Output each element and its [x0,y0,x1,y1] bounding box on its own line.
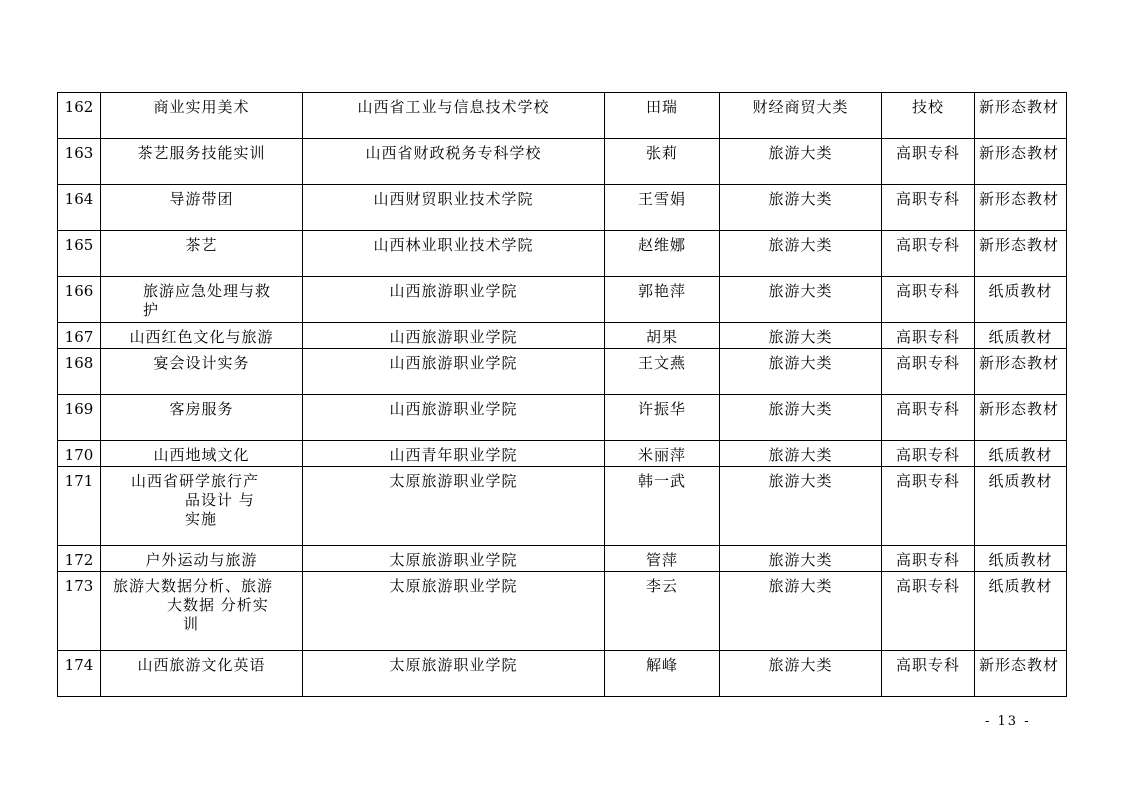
major-category: 旅游大类 [720,231,882,277]
education-level: 高职专科 [882,349,975,395]
textbook-type: 纸质教材 [975,441,1067,467]
textbook-name [101,395,303,441]
textbook-name-line: 导游带团 [169,190,234,208]
author-name: 赵维娜 [605,231,720,277]
school-name: 山西旅游职业学院 [303,277,605,323]
textbook-name-line: 实施 [185,510,218,528]
major-category: 旅游大类 [720,572,882,651]
author-name: 王文燕 [605,349,720,395]
author-name: 田瑞 [605,93,720,139]
row-number: 163 [58,139,101,185]
table-row [58,277,1067,323]
row-number: 173 [58,572,101,651]
textbook-name-line: 大数据 分析实 [167,596,269,614]
textbook-type: 纸质教材 [975,323,1067,349]
school-name: 太原旅游职业学院 [303,651,605,697]
textbook-name [101,93,303,139]
table-row [58,651,1067,697]
textbook-name [101,467,303,546]
row-number: 170 [58,441,101,467]
school-name: 山西财贸职业技术学院 [303,185,605,231]
textbook-name-line: 茶艺 [185,236,218,254]
textbook-name-line: 旅游大数据分析、旅游 [113,577,274,595]
textbook-name-line: 护 [143,301,160,319]
textbook-name [101,185,303,231]
education-level: 高职专科 [882,231,975,277]
education-level: 高职专科 [882,395,975,441]
education-level: 高职专科 [882,323,975,349]
major-category: 旅游大类 [720,349,882,395]
textbook-name-line: 山西旅游文化英语 [137,656,266,674]
table-row [58,572,1067,651]
textbook-name-line: 山西红色文化与旅游 [129,328,274,346]
row-number: 174 [58,651,101,697]
page-number: - 13 - [985,714,1031,729]
author-name: 郭艳萍 [605,277,720,323]
major-category: 旅游大类 [720,277,882,323]
textbook-name [101,277,303,323]
row-number: 162 [58,93,101,139]
author-name: 张莉 [605,139,720,185]
textbook-name [101,441,303,467]
education-level: 高职专科 [882,185,975,231]
row-number: 169 [58,395,101,441]
textbook-table [57,92,1067,697]
table-row [58,93,1067,139]
textbook-type: 纸质教材 [975,546,1067,572]
row-number: 164 [58,185,101,231]
table-row [58,441,1067,467]
textbook-name-line: 宴会设计实务 [153,354,250,372]
row-number: 165 [58,231,101,277]
textbook-name [101,572,303,651]
school-name: 山西旅游职业学院 [303,323,605,349]
author-name: 许振华 [605,395,720,441]
education-level: 技校 [882,93,975,139]
table-row [58,349,1067,395]
school-name: 山西青年职业学院 [303,441,605,467]
major-category: 旅游大类 [720,441,882,467]
author-name: 米丽萍 [605,441,720,467]
education-level: 高职专科 [882,441,975,467]
major-category: 旅游大类 [720,651,882,697]
education-level: 高职专科 [882,572,975,651]
textbook-type: 新形态教材 [975,231,1067,277]
education-level: 高职专科 [882,277,975,323]
textbook-name-line: 品设计 与 [185,491,255,509]
textbook-name [101,651,303,697]
school-name: 太原旅游职业学院 [303,467,605,546]
textbook-name [101,231,303,277]
textbook-name [101,349,303,395]
textbook-type: 纸质教材 [975,277,1067,323]
textbook-name-line: 户外运动与旅游 [145,551,258,569]
textbook-name [101,546,303,572]
education-level: 高职专科 [882,467,975,546]
major-category: 旅游大类 [720,395,882,441]
textbook-name-line: 商业实用美术 [153,98,250,116]
school-name: 太原旅游职业学院 [303,572,605,651]
textbook-name [101,323,303,349]
textbook-type: 新形态教材 [975,185,1067,231]
textbook-name-line: 山西省研学旅行产 [131,472,260,490]
textbook-name-line: 客房服务 [169,400,234,418]
table-row [58,546,1067,572]
table-row [58,139,1067,185]
education-level: 高职专科 [882,546,975,572]
textbook-type: 新形态教材 [975,395,1067,441]
education-level: 高职专科 [882,139,975,185]
row-number: 168 [58,349,101,395]
major-category: 旅游大类 [720,139,882,185]
major-category: 旅游大类 [720,323,882,349]
school-name: 山西省工业与信息技术学校 [303,93,605,139]
textbook-type: 新形态教材 [975,349,1067,395]
school-name: 山西省财政税务专科学校 [303,139,605,185]
textbook-name-line: 茶艺服务技能实训 [137,144,266,162]
table-row [58,323,1067,349]
textbook-type: 新形态教材 [975,651,1067,697]
author-name: 王雪娟 [605,185,720,231]
school-name: 山西旅游职业学院 [303,349,605,395]
table-row [58,185,1067,231]
row-number: 167 [58,323,101,349]
textbook-type: 纸质教材 [975,467,1067,546]
school-name: 山西林业职业技术学院 [303,231,605,277]
author-name: 解峰 [605,651,720,697]
row-number: 166 [58,277,101,323]
author-name: 胡果 [605,323,720,349]
author-name: 管萍 [605,546,720,572]
textbook-name-line: 山西地域文化 [153,446,250,464]
textbook-name-line: 训 [183,615,200,633]
row-number: 171 [58,467,101,546]
major-category: 财经商贸大类 [720,93,882,139]
school-name: 山西旅游职业学院 [303,395,605,441]
school-name: 太原旅游职业学院 [303,546,605,572]
textbook-type: 新形态教材 [975,139,1067,185]
major-category: 旅游大类 [720,185,882,231]
row-number: 172 [58,546,101,572]
textbook-type: 纸质教材 [975,572,1067,651]
table-row [58,395,1067,441]
author-name: 李云 [605,572,720,651]
table-row [58,231,1067,277]
textbook-name-line: 旅游应急处理与救 [143,282,272,300]
major-category: 旅游大类 [720,546,882,572]
education-level: 高职专科 [882,651,975,697]
table-row [58,467,1067,546]
major-category: 旅游大类 [720,467,882,546]
textbook-type: 新形态教材 [975,93,1067,139]
textbook-name [101,139,303,185]
author-name: 韩一武 [605,467,720,546]
